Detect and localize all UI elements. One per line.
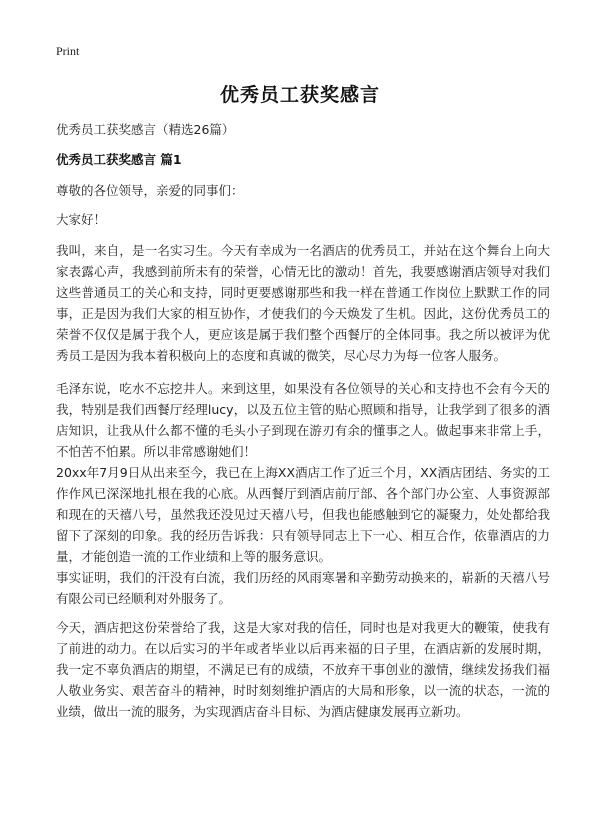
section-heading: 优秀员工获奖感言 篇1 — [56, 152, 182, 167]
body-paragraph: 20xx年7月9日从出来至今，我已在上海XX酒店工作了近三个月，XX酒店团结、务实的工作作风已深深地扎根在我的心底。从西餐厅到酒店前厅部、各个部门办公室、人事资源部和现在的天禧八号，虽然我还没见过天禧八号，但我也能感触到它的凝聚力，处处都给我留下了深刻的印象。我的经历告诉我：只有领导同志上下一心、相互合作，依靠酒店的力量，才能创造一流的工作业绩和上等的服务意识。 — [56, 465, 550, 564]
hello-line: 大家好！ — [56, 212, 107, 227]
body-paragraph: 事实证明，我们的汗没有白流，我们历经的风雨寒暑和辛勤劳动换来的，崭新的天禧八号有限公司已经顺利对外服务了。 — [56, 570, 550, 606]
body-paragraph: 毛泽东说，吃水不忘挖井人。来到这里，如果没有各位领导的关心和支持也不会有今天的我，特别是我们西餐厅经理lucy，以及五位主管的贴心照顾和指导，让我学到了很多的酒店知识，让我从什么都不懂的毛头小子到现在游刃有余的懂事之人。做起事来非常上手，不怕苦不怕累。所以非常感谢她们！ — [56, 381, 550, 459]
document-subtitle: 优秀员工获奖感言（精选26篇） — [56, 122, 235, 137]
body-paragraph: 我叫，来自，是一名实习生。今天有幸成为一名酒店的优秀员工，并站在这个舞台上向大家表露心声，我感到前所未有的荣誉，心情无比的激动！首先，我要感谢酒店领导对我们这些普通员工的关心和支持，同时更要感谢那些和我一样在普通工作岗位上默默工作的同事，正是因为我们大家的相互协作，才使我们的今天焕发了生机。因此，这份优秀员工的荣誉不仅仅是属于我个人，更应该是属于我们整个西餐厅的全体同事。我之所以被评为优秀员工是因为我本着积极向上的态度和真诚的微笑，尽心尽力为每一位客人服务。 — [56, 243, 550, 363]
body-paragraph: 今天，酒店把这份荣誉给了我，这是大家对我的信任，同时也是对我更大的鞭策，使我有了前进的动力。在以后实习的半年或者毕业以后再来福的日子里，在酒店新的发展时期，我一定不辜负酒店的期望，不满足已有的成绩，不放弃干事创业的激情，继续发扬我们福人敬业务实、艰苦奋斗的精神，时时刻刻维护酒店的大局和形象，以一流的状态，一流的业绩，做出一流的服务，为实现酒店奋斗目标、为酒店健康发展再立新功。 — [56, 620, 550, 719]
print-link[interactable]: Print — [56, 44, 80, 58]
document-title: 优秀员工获奖感言 — [219, 84, 380, 106]
greeting-line: 尊敬的各位领导，亲爱的同事们： — [56, 183, 244, 198]
